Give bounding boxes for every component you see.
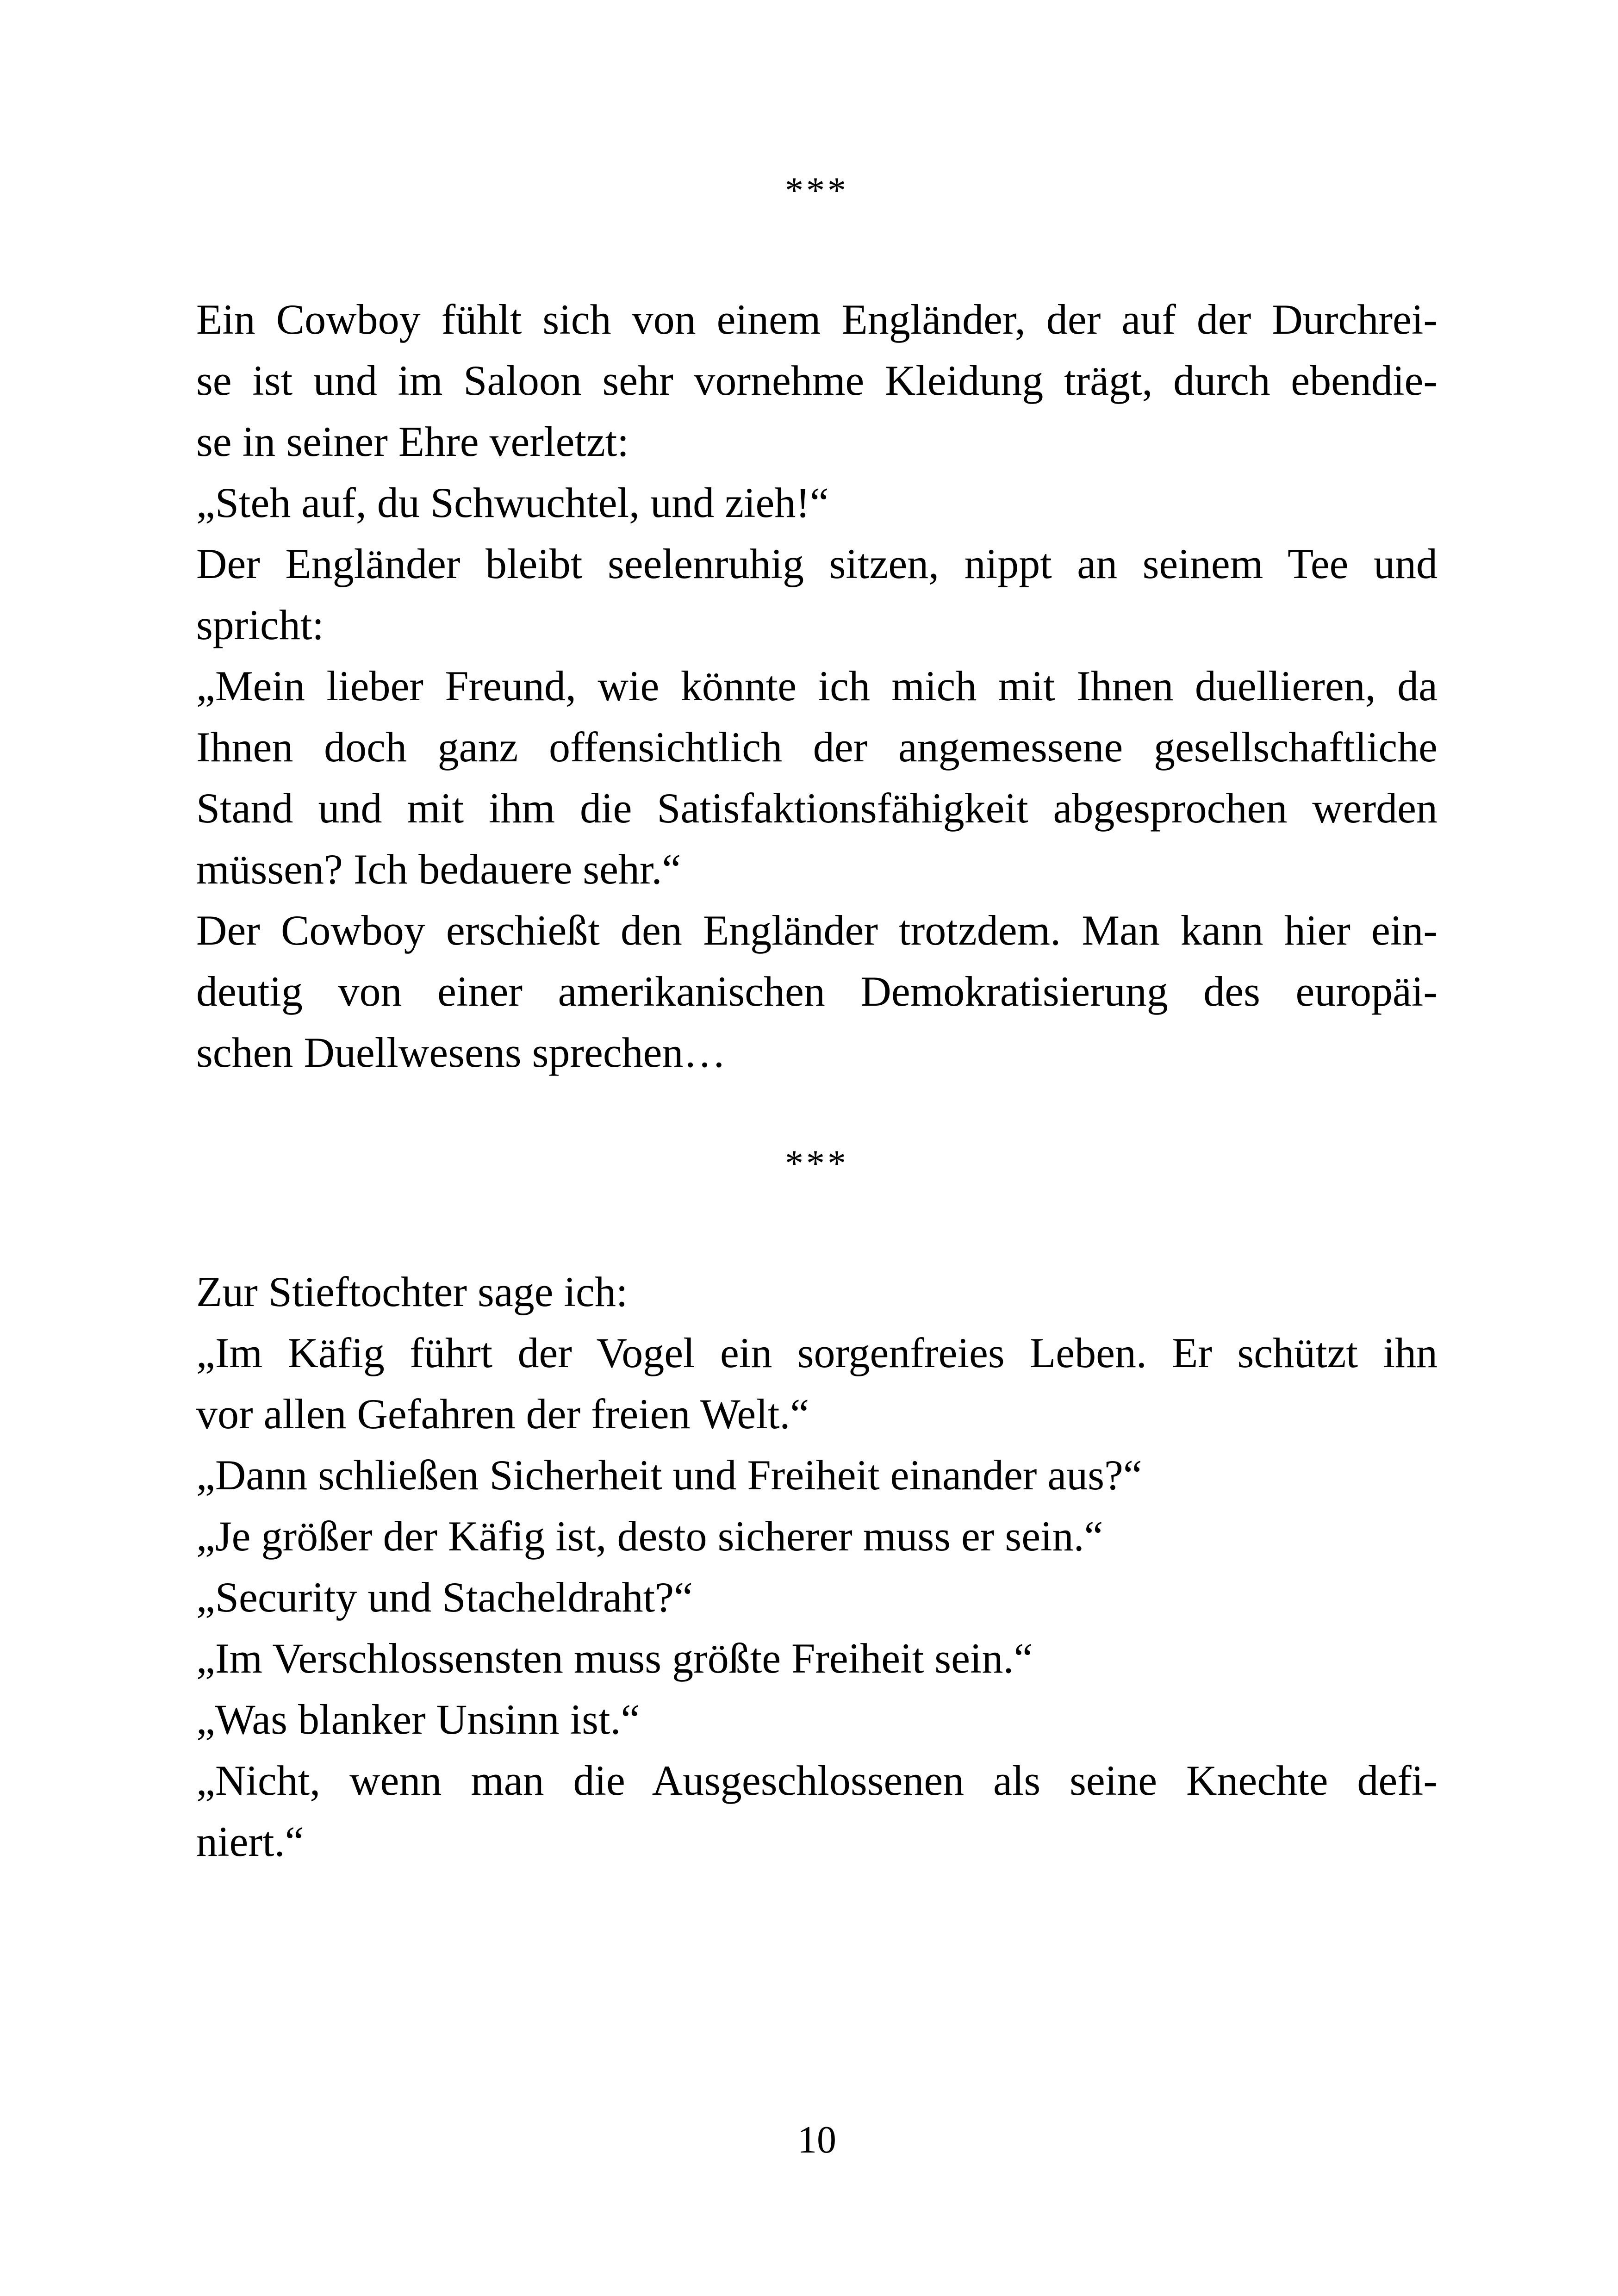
text-line: müssen? Ich bedauere sehr.“: [196, 846, 681, 893]
text-line: Der Engländer bleibt seelenruhig sitzen, nippt an seinem Tee und: [196, 540, 1438, 587]
text-line: „Im Käfig führt der Vogel ein sorgenfreies Leben. Er schützt ihn: [196, 1329, 1438, 1376]
page-number: 10: [797, 2118, 836, 2161]
section-separator: ***: [785, 1143, 849, 1184]
text-line: spricht:: [196, 601, 324, 648]
text-line: Ein Cowboy fühlt sich von einem Engländer, der auf der Durchrei-: [196, 296, 1438, 343]
text-line: „Mein lieber Freund, wie könnte ich mich mit Ihnen duellieren, da: [196, 662, 1438, 709]
text-line: „Security und Stacheldraht?“: [196, 1574, 693, 1621]
text-line: „Je größer der Käfig ist, desto sicherer muss er sein.“: [196, 1512, 1103, 1560]
text-line: vor allen Gefahren der freien Welt.“: [196, 1390, 809, 1437]
text-line: „Dann schließen Sicherheit und Freiheit einander aus?“: [196, 1451, 1142, 1499]
dialogue-stepdaughter: [196, 1261, 1438, 1872]
text-line: deutig von einer amerikanischen Demokratisierung des europäi-: [196, 968, 1438, 1015]
text-line: niert.“: [196, 1818, 304, 1865]
text-line: „Steh auf, du Schwuchtel, und zieh!“: [196, 479, 829, 526]
text-line: Stand und mit ihm die Satisfaktionsfähigkeit abgesprochen werden: [196, 784, 1438, 832]
anecdote-cowboy: [196, 289, 1438, 1083]
text-line: se ist und im Saloon sehr vornehme Kleidung trägt, durch ebendie-: [196, 357, 1438, 404]
text-line: se in seiner Ehre verletzt:: [196, 418, 629, 465]
text-line: Der Cowboy erschießt den Engländer trotzdem. Man kann hier ein-: [196, 907, 1438, 954]
book-page: [196, 0, 1438, 2296]
text-line: Zur Stieftochter sage ich:: [196, 1268, 628, 1315]
text-line: schen Duellwesens sprechen…: [196, 1029, 726, 1076]
section-separator: ***: [785, 170, 849, 211]
text-line: „Im Verschlossensten muss größte Freiheit sein.“: [196, 1635, 1033, 1682]
text-line: „Nicht, wenn man die Ausgeschlossenen als seine Knechte defi-: [196, 1757, 1438, 1804]
text-line: Ihnen doch ganz offensichtlich der angemessene gesellschaftliche: [196, 723, 1438, 771]
text-line: „Was blanker Unsinn ist.“: [196, 1696, 640, 1743]
